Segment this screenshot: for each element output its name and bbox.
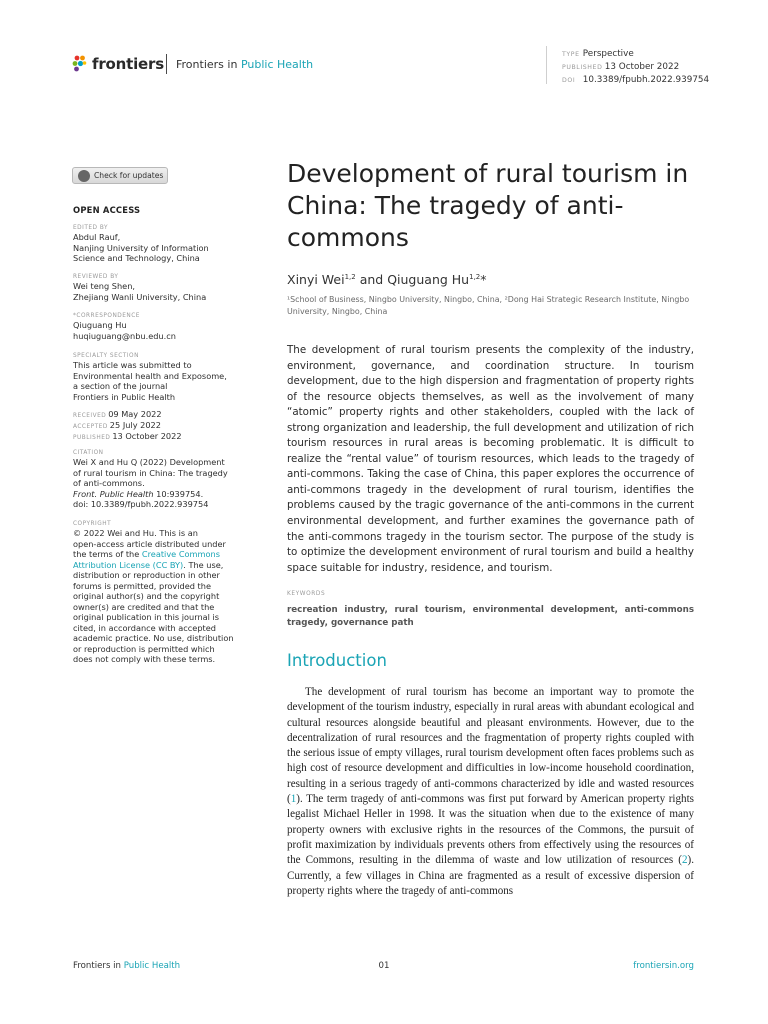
body-text: ). The term tragedy of anti-commons was first put forward by American property rights legalist Michael Heller in 1998. It was the situation when due to the existence of many property owners with exclusive rights in the resources of the Commons, the pursuit of profit maximization by individuals prevents others from effectively using the resources of the Commons, resulting in the dilemma of waste and low utilization of resources ( — [287, 793, 694, 867]
cc-license-link[interactable]: Creative Commons — [141, 549, 220, 559]
frontiers-logo — [72, 54, 164, 74]
copyright-line: forums is permitted, provided the — [73, 580, 211, 591]
keywords-label: KEYWORDS — [287, 591, 326, 597]
affiliations: ¹School of Business, Ningbo University, Ningbo, China, ²Dong Hai Strategic Research Institute, Ningbo University, Ningbo, China — [287, 295, 690, 316]
open-access-label: OPEN ACCESS — [73, 205, 141, 215]
accepted-date: 25 July 2022 — [109, 420, 161, 430]
author-affiliation-marker: 1,2 — [469, 272, 481, 281]
published-label: PUBLISHED — [73, 435, 111, 441]
section-heading: Introduction — [287, 651, 387, 670]
brand-name: frontiers — [92, 55, 164, 73]
copyright-line: owner(s) are credited and that the — [73, 601, 215, 612]
editor-affiliation-line: Nanjing University of Information — [73, 242, 209, 253]
copyright-line: distribution or reproduction in other — [73, 570, 220, 580]
dates-section — [73, 409, 237, 442]
copyright-text: the terms of the — [73, 549, 142, 559]
editor-name: Abdul Rauf, — [73, 232, 121, 242]
reviewed-by-section — [73, 273, 237, 302]
author-list — [287, 272, 487, 287]
body-text: The development of rural tourism has become an important way to promote the development of the tourism industry, especially in rural areas with abundant ecological and cultural resources alongside beautiful and pleasant environments. However, due to the decentralization of rural resources and the fragmentation of property rights coupled with the serious issue of empty villages, rural tourism development often faces problems such as high cost of resource development and difficulties in low-income household coordination, resulting in a serious tragedy of anti-commons characterized by idle and wasted resources ( — [287, 686, 694, 806]
corresponding-email: huqiuguang@nbu.edu.cn — [73, 330, 176, 341]
correspondence-section — [73, 312, 237, 341]
editor-affiliation-line: Science and Technology, China — [73, 253, 200, 263]
corresponding-marker: * — [480, 272, 487, 287]
published-date: 13 October 2022 — [604, 62, 680, 72]
citation-label: CITATION — [73, 450, 104, 456]
author-name: Xinyi Wei — [287, 272, 345, 287]
specialty-label: SPECIALTY SECTION — [73, 353, 139, 359]
type-label: TYPE — [562, 51, 580, 58]
edited-by-label: EDITED BY — [73, 225, 109, 231]
copyright-line: or reproduction is permitted which — [73, 643, 215, 654]
copyright-line: open-access article distributed under — [73, 538, 226, 549]
reviewer-affiliation: Zhejiang Wanli University, China — [73, 291, 207, 302]
copyright-text: . The use, — [183, 559, 224, 570]
author-name: Qiuguang Hu — [387, 272, 470, 287]
body-text: ). Currently, a few villages in China are fragmented as a result of excessive dispersion of property rights where the tragedy of anti-commons — [287, 854, 694, 897]
intro-paragraph — [287, 685, 694, 899]
article-doi: 10.3389/fpubh.2022.939754 — [582, 75, 710, 85]
footer-journal-name: Public Health — [123, 961, 181, 971]
footer-journal-prefix: Frontiers in — [73, 961, 124, 971]
specialty-line: a section of the journal — [73, 381, 168, 391]
author-conjunction: and — [355, 272, 388, 287]
update-icon — [78, 170, 90, 182]
copyright-line: © 2022 Wei and Hu. This is an — [73, 528, 198, 538]
citation-volume: 10:939754. — [153, 488, 204, 499]
received-label: RECEIVED — [73, 413, 107, 419]
header-divider — [166, 54, 167, 74]
keywords: recreation industry, rural tourism, environmental development, anti-commons tragedy, governance path — [287, 605, 694, 628]
copyright-line: original author(s) and the copyright — [73, 591, 220, 601]
citation-doi: doi: 10.3389/fpubh.2022.939754 — [73, 499, 209, 509]
citation-line: Wei X and Hu Q (2022) Development — [73, 457, 225, 467]
published-date-sidebar: 13 October 2022 — [112, 431, 182, 441]
abstract: The development of rural tourism presents the complexity of the industry, environment, governance, and coordination structure. In tourism development, due to the high dispersion and fragmentation of property rights of the resource objects themselves, as well as the involvement of many “atomic” property rights and other stakeholders, coupled with the lack of strong organization and leadership, the full development and utilization of rich tourism resources in rural areas is becoming problematic. It is difficult to realize the “rental value” of tourism resources, which leads to the tragedy of anti-commons. Taking the case of China, this paper explores the occurrence of anti-commons tragedy in the development of rural tourism, identifies the problems caused by the tragic governance of the anti-commons in the current environmental development, and further examines the governance path of the anti-commons tragedy in the tourism sector. The purpose of the study is to optimize the development environment of rural tourism and build a healthy space suitable for industry, residence, and tourism. — [287, 344, 694, 574]
citation-section — [73, 449, 237, 510]
frontiers-logo-icon — [72, 55, 88, 73]
author-affiliation-marker: 1,2 — [344, 272, 356, 281]
footer-site-link[interactable]: frontiersin.org — [633, 961, 694, 971]
journal-title: Public Health — [240, 58, 314, 71]
article-meta — [562, 48, 709, 87]
check-for-updates-label: Check for updates — [94, 171, 164, 180]
specialty-line: This article was submitted to — [73, 360, 192, 370]
article-type: Perspective — [582, 49, 634, 59]
copyright-line: academic practice. No use, distribution — [73, 633, 234, 643]
cc-license-link[interactable]: Attribution License (CC BY) — [73, 559, 184, 570]
received-date: 09 May 2022 — [108, 409, 162, 419]
copyright-line: does not comply with these terms. — [73, 654, 216, 664]
citation-journal: Front. Public Health — [73, 488, 154, 499]
page-number: 01 — [378, 961, 390, 971]
specialty-line: Frontiers in Public Health — [73, 391, 176, 402]
correspondence-label: *CORRESPONDENCE — [73, 313, 140, 319]
journal-name — [176, 58, 313, 71]
accepted-label: ACCEPTED — [73, 424, 108, 430]
footer-journal — [73, 961, 180, 971]
journal-prefix: Frontiers in — [176, 58, 238, 71]
corresponding-author: Qiuguang Hu — [73, 320, 127, 330]
published-label: PUBLISHED — [562, 64, 603, 71]
reference-link[interactable]: 1 — [290, 793, 297, 806]
doi-label: DOI — [562, 77, 576, 84]
reference-link[interactable]: 2 — [681, 854, 688, 867]
copyright-label: COPYRIGHT — [73, 521, 112, 527]
specialty-line: Environmental health and Exposome, — [73, 370, 227, 381]
reviewer-name: Wei teng Shen, — [73, 281, 135, 291]
article-title: Development of rural tourism in China: The tragedy of anti-commons — [287, 159, 689, 252]
citation-line: of rural tourism in China: The tragedy — [73, 467, 228, 478]
reviewed-by-label: REVIEWED BY — [73, 274, 119, 280]
edited-by-section — [73, 224, 237, 264]
copyright-section — [73, 520, 237, 665]
copyright-line: cited, in accordance with accepted — [73, 622, 216, 633]
copyright-line: original publication in this journal is — [73, 612, 220, 622]
citation-line: of anti-commons. — [73, 478, 145, 488]
meta-divider — [546, 46, 547, 84]
specialty-section — [73, 352, 237, 402]
check-for-updates-button[interactable] — [72, 167, 168, 184]
